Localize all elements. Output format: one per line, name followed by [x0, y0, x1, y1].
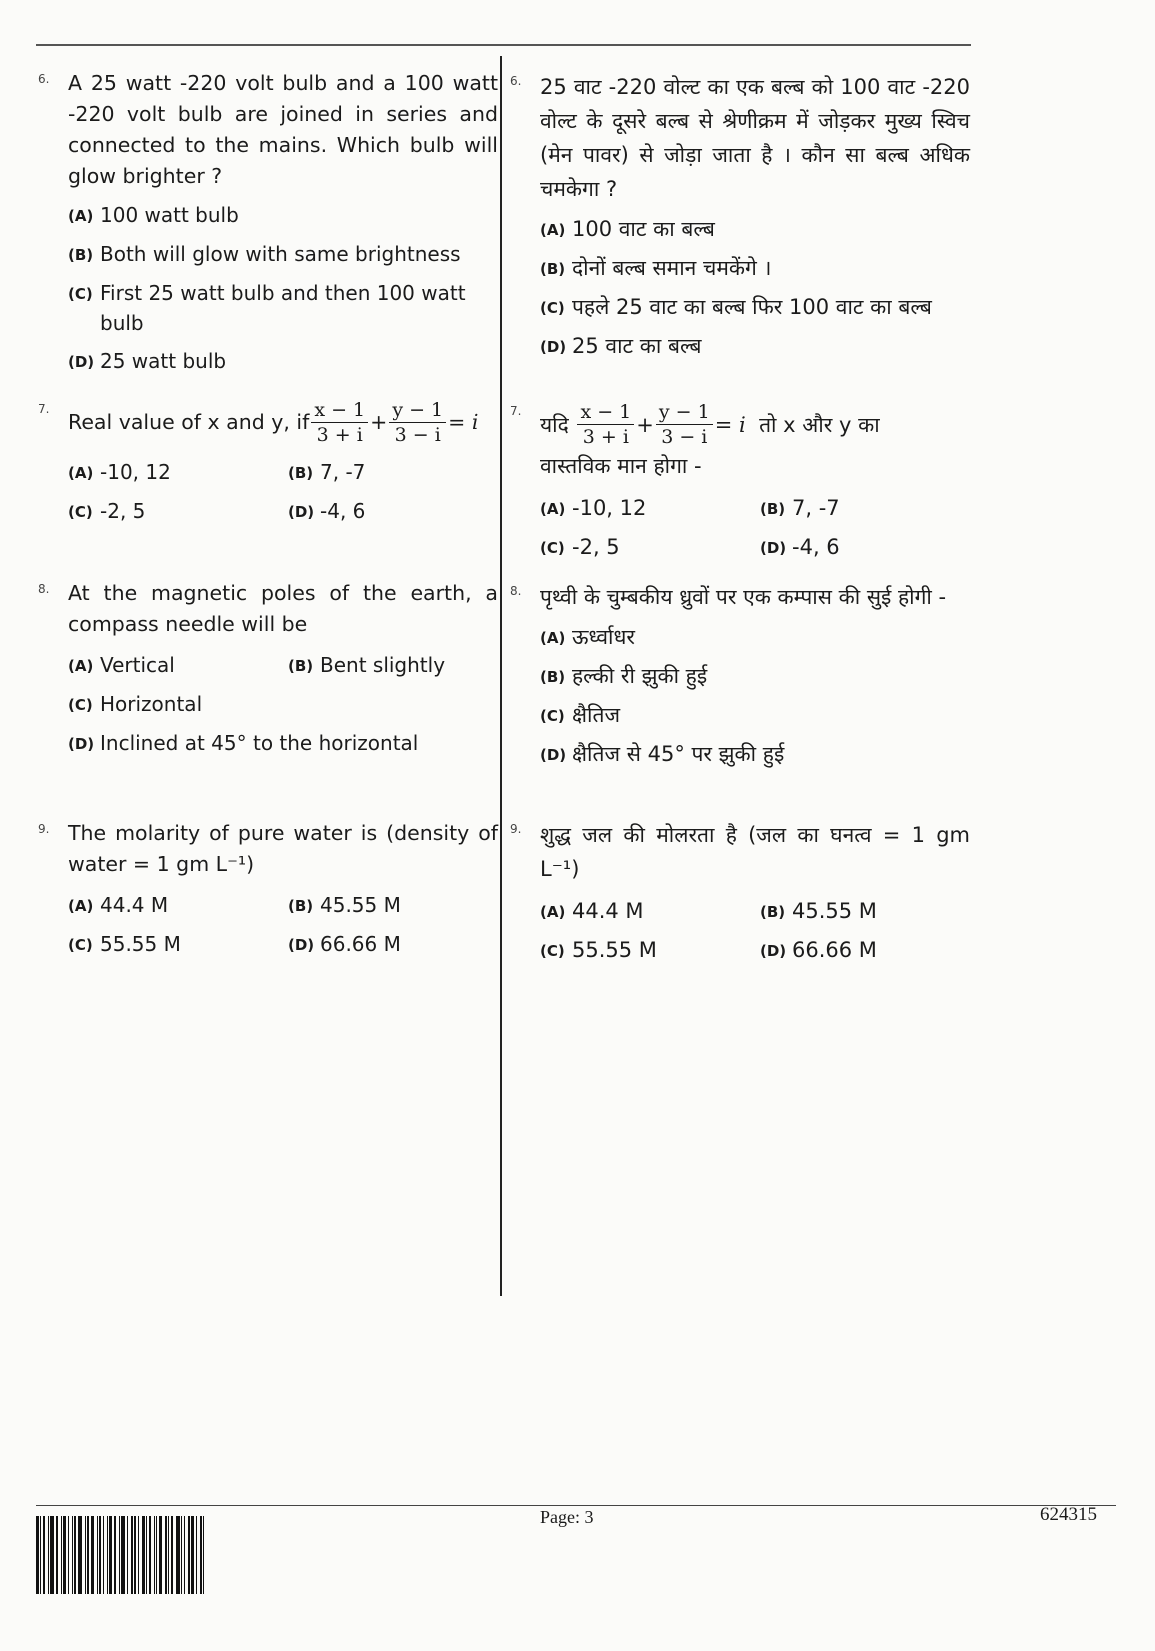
option-a: (A) 44.4 M — [540, 899, 644, 923]
barcode-bar — [78, 1516, 82, 1594]
question-number: 6. — [510, 74, 522, 88]
barcode-bar — [181, 1516, 182, 1594]
question-text: At the magnetic poles of the earth, a compass needle will be — [68, 581, 498, 636]
option-d: (D) 25 वाट का बल्ब — [540, 334, 702, 358]
option-c: (C) 55.55 M — [540, 938, 657, 962]
question-text: Real value of x and y, if $\frac{x - 1}{3 + i}$ + $\frac{y - 1}{3 - i}$ = i — [68, 399, 479, 446]
option-b: (B) 45.55 M — [288, 893, 401, 917]
barcode-bar — [50, 1516, 54, 1594]
barcode-bar — [200, 1516, 202, 1594]
barcode-bar — [168, 1516, 169, 1594]
question-number: 8. — [38, 582, 50, 596]
barcode-icon — [36, 1516, 236, 1594]
barcode-bar — [171, 1516, 173, 1594]
barcode-bar — [176, 1516, 180, 1594]
question-8-hindi — [510, 580, 970, 770]
question-text-line2: वास्तविक मान होगा - — [540, 454, 702, 478]
fraction-x: $\frac{x - 1}{3 + i}$ — [311, 398, 368, 447]
question-7-hindi — [510, 400, 970, 563]
barcode-bar — [184, 1516, 185, 1594]
option-d: (D) 25 watt bulb — [68, 349, 227, 373]
barcode-bar — [36, 1516, 39, 1594]
option-c: (C) -2, 5 — [540, 535, 620, 559]
question-number: 7. — [510, 404, 522, 418]
barcode-bar — [72, 1516, 73, 1594]
question-text: 25 वाट -220 वोल्ट का एक बल्ब को 100 वाट -220 वोल्ट के दूसरे बल्ब से श्रेणीक्रम में जोड़कर मुख्य स्विच (मेन पावर) से जोड़ा जाता है । कौन सा बल्ब अधिक चमकेगा ? — [540, 75, 970, 201]
barcode-bar — [85, 1516, 86, 1594]
barcode-bar — [203, 1516, 204, 1594]
barcode-bar — [165, 1516, 167, 1594]
barcode-bar — [61, 1516, 62, 1594]
option-c: (C) 55.55 M — [68, 932, 181, 956]
option-c: (C) क्षैतिज — [540, 703, 621, 727]
option-a: (A) -10, 12 — [540, 496, 647, 520]
question-number: 9. — [510, 822, 522, 836]
option-a: (A) ऊर्ध्वाधर — [540, 625, 635, 649]
barcode-bar — [154, 1516, 155, 1594]
option-b: (B) 7, -7 — [760, 496, 840, 520]
barcode-bar — [109, 1516, 112, 1594]
question-text: यदि $\frac{x - 1}{3 + i}$ + $\frac{y - 1}{3 - i}$ = i तो x और y का — [540, 401, 880, 448]
option-b: (B) Bent slightly — [288, 653, 446, 677]
option-b: (B) 7, -7 — [288, 460, 366, 484]
barcode-bar — [68, 1516, 69, 1594]
option-d: (D) 66.66 M — [760, 938, 877, 962]
option-b: (B) हल्की री झुकी हुई — [540, 664, 708, 688]
barcode-bar — [149, 1516, 151, 1594]
bottom-rule — [36, 1505, 1116, 1506]
option-d: (D) Inclined at 45° to the horizontal — [68, 731, 419, 755]
option-a: (A) 100 वाट का बल्ब — [540, 217, 715, 241]
barcode-bar — [43, 1516, 45, 1594]
barcode-bar — [48, 1516, 49, 1594]
barcode-bar — [107, 1516, 108, 1594]
barcode-bar — [131, 1516, 133, 1594]
question-number: 9. — [38, 822, 50, 836]
barcode-bar — [121, 1516, 125, 1594]
question-9-english — [38, 818, 498, 960]
fraction-x: $\frac{x - 1}{3 + i}$ — [577, 400, 634, 449]
option-d: (D) क्षैतिज से 45° पर झुकी हुई — [540, 742, 785, 766]
barcode-bar — [103, 1516, 104, 1594]
question-9-hindi — [510, 818, 970, 966]
option-d: (D) -4, 6 — [288, 499, 366, 523]
barcode-bar — [87, 1516, 89, 1594]
option-a: (A) 100 watt bulb — [68, 203, 239, 227]
barcode-bar — [138, 1516, 139, 1594]
question-6-hindi — [510, 70, 970, 362]
barcode-bar — [97, 1516, 98, 1594]
option-c: (C) -2, 5 — [68, 499, 146, 523]
fraction-y: $\frac{y - 1}{3 - i}$ — [656, 400, 713, 449]
page-number: Page: 3 — [540, 1507, 594, 1527]
paper-code: 624315 — [1040, 1504, 1097, 1525]
question-6-english — [38, 68, 498, 377]
question-number: 6. — [38, 72, 50, 86]
barcode-bar — [127, 1516, 128, 1594]
barcode-bar — [119, 1516, 120, 1594]
barcode-bar — [63, 1516, 66, 1594]
barcode-bar — [191, 1516, 194, 1594]
option-b: (B) 45.55 M — [760, 899, 877, 923]
barcode-bar — [114, 1516, 116, 1594]
option-d: (D) 66.66 M — [288, 932, 401, 956]
barcode-bar — [188, 1516, 190, 1594]
barcode-bar — [74, 1516, 76, 1594]
fraction-y: $\frac{y - 1}{3 - i}$ — [389, 398, 446, 447]
option-c: (C) First 25 watt bulb and then 100 watt bulb — [68, 281, 466, 335]
option-c: (C) पहले 25 वाट का बल्ब फिर 100 वाट का बल्ब — [540, 295, 932, 319]
option-b: (B) दोनों बल्ब समान चमकेंगे । — [540, 256, 772, 280]
question-7-english — [38, 398, 498, 527]
barcode-bar — [142, 1516, 145, 1594]
barcode-bar — [156, 1516, 157, 1594]
barcode-bar — [40, 1516, 41, 1594]
top-rule — [36, 44, 971, 46]
question-text: पृथ्वी के चुम्बकीय ध्रुवों पर एक कम्पास की सुई होगी - — [540, 585, 947, 609]
option-b: (B) Both will glow with same brightness — [68, 242, 461, 266]
question-text: A 25 watt -220 volt bulb and a 100 watt -220 volt bulb are joined in series and connected to the mains. Which bulb will glow brighter ? — [68, 71, 498, 188]
barcode-bar — [99, 1516, 101, 1594]
question-text: शुद्ध जल की मोलरता है (जल का घनत्व = 1 gm L⁻¹) — [540, 823, 970, 881]
question-text: The molarity of pure water is (density of water = 1 gm L⁻¹) — [68, 821, 498, 876]
barcode-bar — [196, 1516, 197, 1594]
option-a: (A) -10, 12 — [68, 460, 171, 484]
question-number: 8. — [510, 584, 522, 598]
barcode-bar — [146, 1516, 147, 1594]
option-a: (A) Vertical — [68, 653, 175, 677]
question-8-english — [38, 578, 498, 759]
option-c: (C) Horizontal — [68, 692, 203, 716]
question-number: 7. — [38, 402, 50, 416]
barcode-bar — [56, 1516, 58, 1594]
barcode-bar — [91, 1516, 94, 1594]
barcode-bar — [134, 1516, 136, 1594]
option-d: (D) -4, 6 — [760, 535, 840, 559]
barcode-bar — [159, 1516, 162, 1594]
column-divider — [500, 56, 502, 1296]
option-a: (A) 44.4 M — [68, 893, 169, 917]
